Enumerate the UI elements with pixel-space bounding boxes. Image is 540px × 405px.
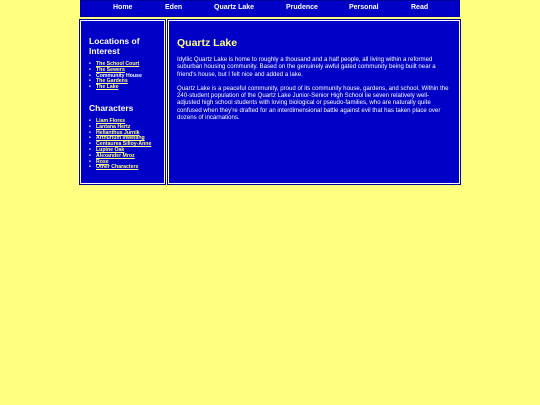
nav-eden[interactable]: Eden (165, 4, 183, 11)
nav-quartz-lake[interactable]: Quartz Lake (214, 4, 255, 11)
location-community-house: Community House (96, 72, 142, 79)
location-link-school-court[interactable]: The School Court (96, 61, 140, 67)
locations-list (89, 62, 158, 91)
character-link[interactable]: Arthurium Inwelling (96, 135, 145, 142)
nav-home[interactable]: Home (113, 4, 133, 11)
character-link[interactable]: Centaurea Silloy-Anne (96, 141, 152, 148)
characters-list (89, 119, 158, 171)
list-item (96, 85, 158, 91)
character-link-other[interactable]: Other Characters (96, 164, 139, 171)
character-link[interactable]: Lupine Oak (96, 146, 125, 153)
character-link[interactable]: Rose (96, 158, 109, 165)
nav-prudence[interactable]: Prudence (286, 4, 318, 11)
nav-personal[interactable]: Personal (349, 4, 379, 11)
character-link[interactable]: Lantana Hertz (96, 123, 131, 130)
main-content (168, 20, 460, 184)
character-link[interactable]: Alexander Mroz (96, 152, 135, 159)
characters-heading: Characters (89, 102, 134, 113)
page-title: Quartz Lake (177, 37, 238, 49)
description-paragraph: Quartz Lake is a peaceful community, proud of its community house, gardens, and school. Within the 240-student population of the Quartz Lake Junior-Senior High School lie seven relatively well-adjusted high school students with loving biological or pseudo-families, who are naturally quite confused when they're drafted for an interdimensional battle against evil that has taken place over dozens of incarnations. (177, 84, 449, 122)
intro-paragraph: Idyllic Quartz Lake is home to roughly a thousand and a half people, all living within a reformed suburban housing community. Based on the genuinely awful gated community being built near a friend's house, but I felt nice and added a lake. (177, 56, 436, 78)
nav-read[interactable]: Read (411, 4, 429, 11)
top-nav-bar (80, 0, 460, 17)
location-link-gardens[interactable]: The Gardens (96, 78, 128, 85)
character-link[interactable]: Helianthus Jurnik (96, 129, 140, 136)
character-link[interactable]: Liam Flores (96, 117, 126, 124)
location-link-sewers[interactable]: The Sewers (96, 66, 125, 73)
locations-heading: Locations of Interest (89, 36, 140, 56)
location-link-lake[interactable]: The Lake (96, 84, 119, 91)
list-item (96, 165, 158, 171)
sidebar (80, 20, 165, 184)
